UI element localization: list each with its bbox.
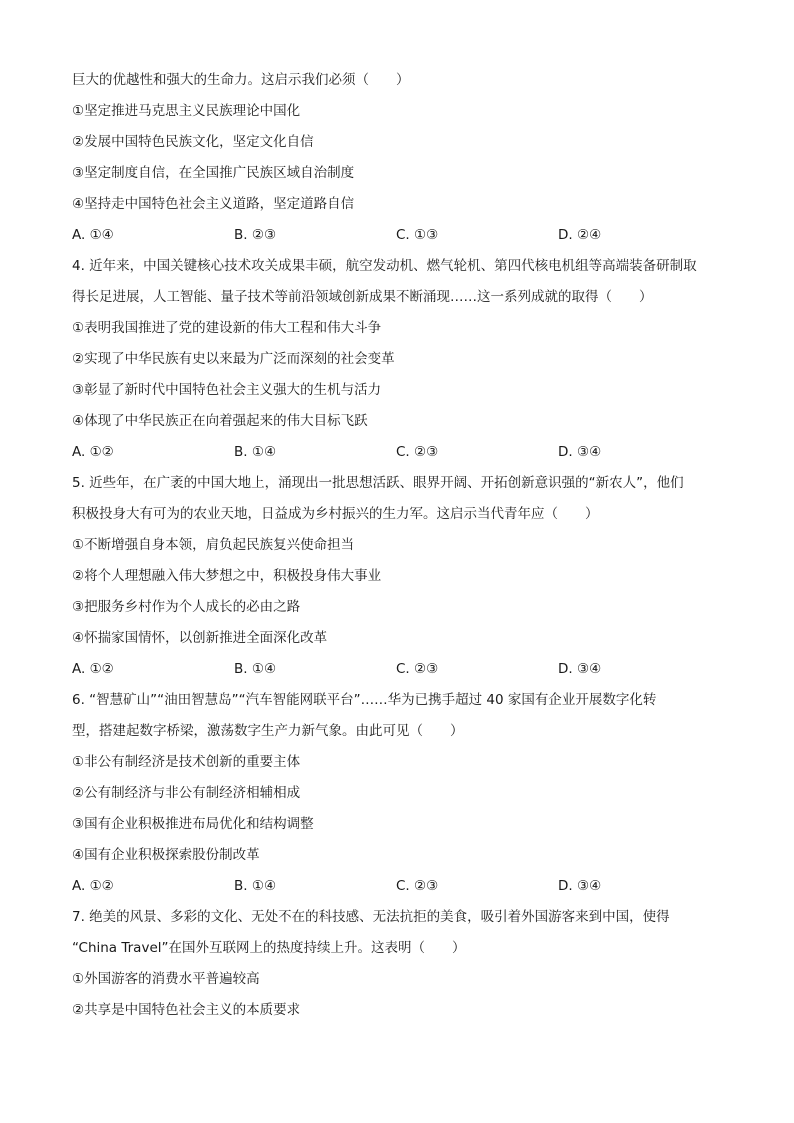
statement-item: ③把服务乡村作为个人成长的必由之路 (72, 599, 301, 615)
answer-option-b: B. ①④ (234, 661, 277, 677)
question-stem: 4. 近年来，中国关键核心技术攻关成果丰硕，航空发动机、燃气轮机、第四代核电机组等高端装备研制取 (72, 258, 697, 274)
answer-option-b: B. ①④ (234, 878, 277, 894)
question-stem: 6. “智慧矿山”“油田智慧岛”“汽车智能网联平台”……华为已携手超过 40 家国有企业开展数字化转 (72, 692, 657, 708)
statement-item: ①外国游客的消费水平普遍较高 (72, 971, 260, 987)
statement-item: ③彰显了新时代中国特色社会主义强大的生机与活力 (72, 382, 382, 398)
question-stem: 积极投身大有可为的农业天地，日益成为乡村振兴的生力军。这启示当代青年应（ ） (72, 506, 599, 522)
answer-options (72, 437, 724, 468)
answer-options (72, 654, 724, 685)
statement-item: ②发展中国特色民族文化，坚定文化自信 (72, 134, 314, 150)
answer-option-c: C. ②③ (396, 661, 439, 677)
statement-item: ②实现了中华民族有史以来最为广泛而深刻的社会变革 (72, 351, 395, 367)
answer-option-b: B. ①④ (234, 444, 277, 460)
answer-option-d: D. ③④ (558, 444, 602, 460)
question-5 (72, 468, 724, 685)
answer-option-d: D. ③④ (558, 878, 602, 894)
question-4 (72, 251, 724, 468)
answer-options (72, 871, 724, 902)
answer-option-c: C. ②③ (396, 444, 439, 460)
question-3 (72, 65, 724, 251)
answer-option-a: A. ①④ (72, 227, 114, 243)
answer-option-a: A. ①② (72, 878, 114, 894)
answer-option-a: A. ①② (72, 444, 114, 460)
answer-option-d: D. ②④ (558, 227, 602, 243)
statement-item: ④怀揣家国情怀，以创新推进全面深化改革 (72, 630, 328, 646)
statement-item: ④体现了中华民族正在向着强起来的伟大目标飞跃 (72, 413, 368, 429)
statement-item: ④坚持走中国特色社会主义道路，坚定道路自信 (72, 196, 355, 212)
question-stem: 巨大的优越性和强大的生命力。这启示我们必须（ ） (72, 72, 410, 88)
answer-options (72, 220, 724, 251)
statement-item: ③国有企业积极推进布局优化和结构调整 (72, 816, 314, 832)
statement-item: ①坚定推进马克思主义民族理论中国化 (72, 103, 301, 119)
answer-option-d: D. ③④ (558, 661, 602, 677)
statement-item: ③坚定制度自信，在全国推广民族区域自治制度 (72, 165, 355, 181)
question-stem: 5. 近些年，在广袤的中国大地上，涌现出一批思想活跃、眼界开阔、开拓创新意识强的“新农人”，他们 (72, 475, 684, 491)
answer-option-b: B. ②③ (234, 227, 277, 243)
answer-option-c: C. ①③ (396, 227, 439, 243)
statement-item: ②公有制经济与非公有制经济相辅相成 (72, 785, 301, 801)
question-7 (72, 902, 724, 1026)
question-stem: 得长足进展，人工智能、量子技术等前沿领域创新成果不断涌现……这一系列成就的取得（ ） (72, 289, 653, 305)
question-stem: 型，搭建起数字桥梁，激荡数字生产力新气象。由此可见（ ） (72, 723, 464, 739)
statement-item: ④国有企业积极探索股份制改革 (72, 847, 260, 863)
statement-item: ①非公有制经济是技术创新的重要主体 (72, 754, 301, 770)
statement-item: ①表明我国推进了党的建设新的伟大工程和伟大斗争 (72, 320, 382, 336)
question-stem: “China Travel”在国外互联网上的热度持续上升。这表明（ ） (72, 940, 466, 956)
question-stem: 7. 绝美的风景、多彩的文化、无处不在的科技感、无法抗拒的美食，吸引着外国游客来到中国，使得 (72, 909, 670, 925)
statement-item: ②共享是中国特色社会主义的本质要求 (72, 1002, 301, 1018)
statement-item: ②将个人理想融入伟大梦想之中，积极投身伟大事业 (72, 568, 382, 584)
question-6 (72, 685, 724, 902)
statement-item: ①不断增强自身本领，肩负起民族复兴使命担当 (72, 537, 355, 553)
answer-option-a: A. ①② (72, 661, 114, 677)
answer-option-c: C. ②③ (396, 878, 439, 894)
